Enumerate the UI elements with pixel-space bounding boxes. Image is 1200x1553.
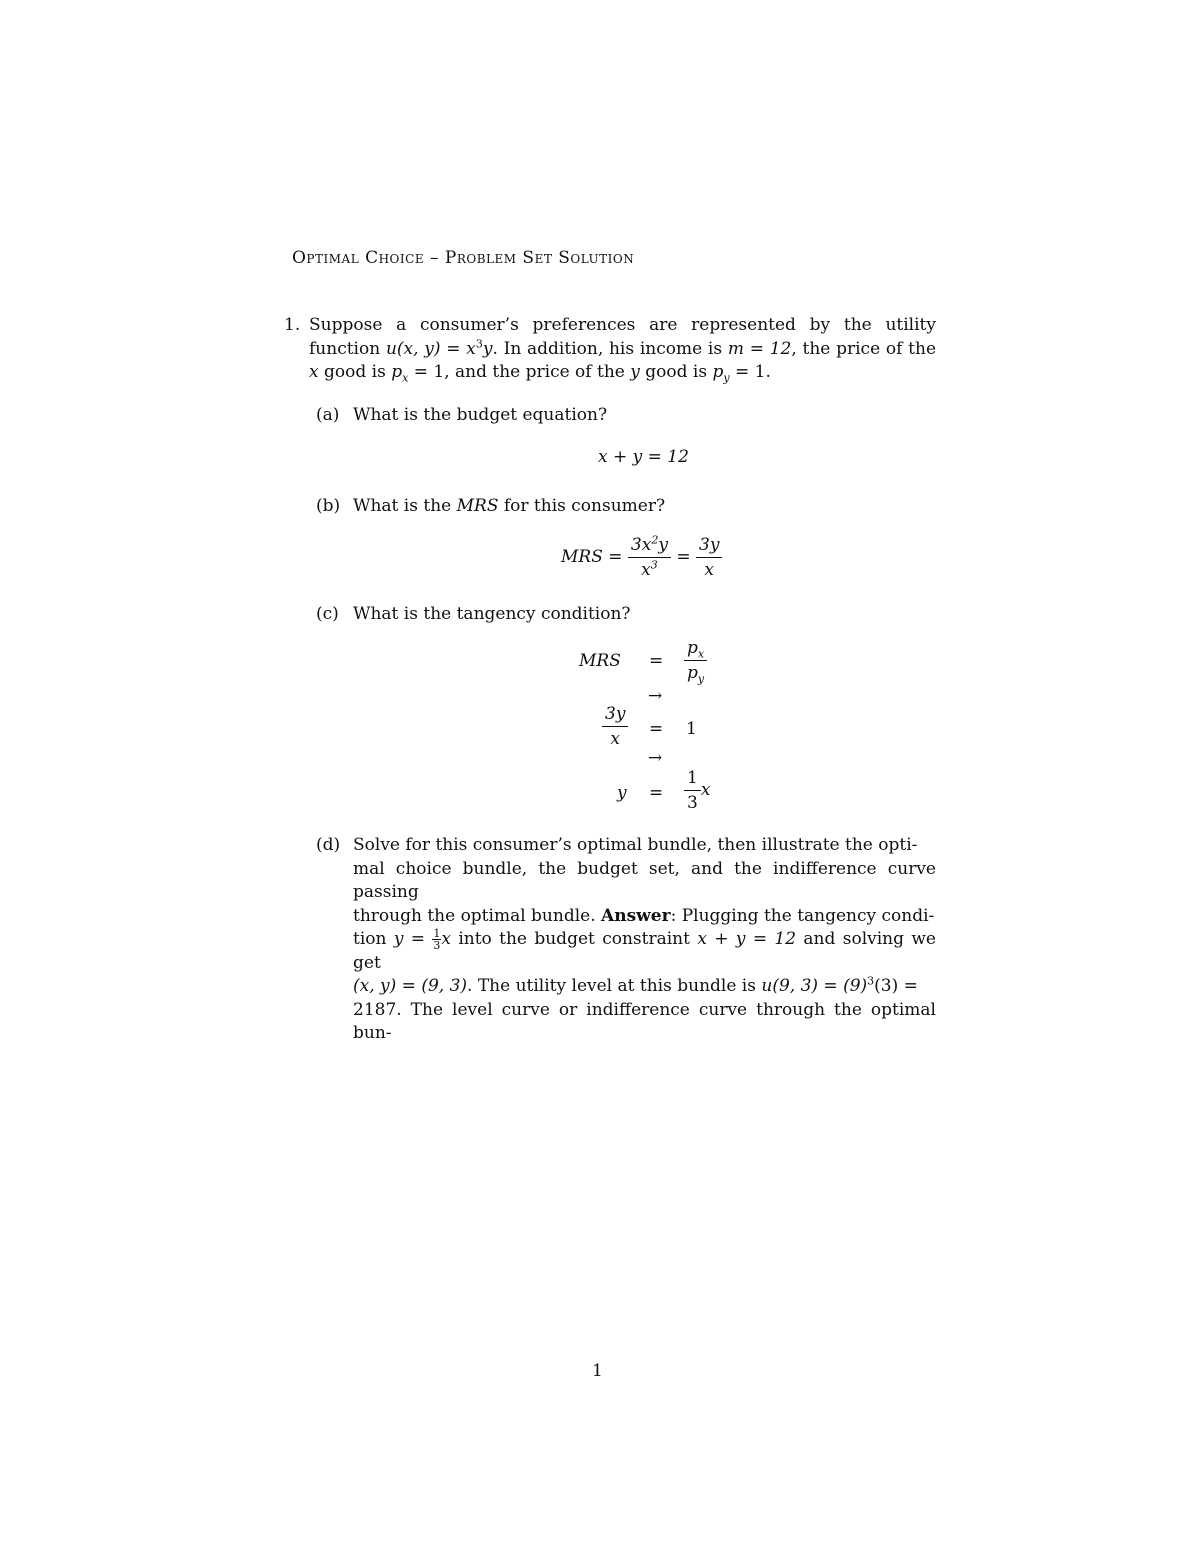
part-b <box>316 495 936 519</box>
row2-eq: = <box>649 719 664 739</box>
arrow-1: → <box>648 686 663 706</box>
part-a <box>316 404 936 428</box>
part-c <box>316 603 936 627</box>
row3-rhs: $\frac{1}{3}$ x <box>684 768 710 813</box>
row2-lhs: $\frac{3y}{x}$ <box>602 704 628 749</box>
arrow-2: → <box>648 748 663 768</box>
answer-label: Answer <box>601 905 671 926</box>
budget-equation: x + y = 12 <box>598 447 689 467</box>
page-title: Optimal Choice – Problem Set Solution <box>292 248 635 268</box>
mrs-fraction-2: $\frac{3y}{x}$ <box>696 535 722 580</box>
mrs-equation: MRS = $\frac{3x^2y}{x^3}$ = $\frac{3y}{x}$ <box>561 535 722 580</box>
row3-eq: = <box>649 783 664 803</box>
problem-1 <box>284 314 936 385</box>
page-number: 1 <box>592 1361 603 1381</box>
problem-statement: Suppose a consumer’s preferences are represented by the utility function u(x, $y) = x^3y$. In addition, his income is m = 12, the price of the x good is $p_x = 1$, and the price of the y good is $p_y = 1$. <box>309 315 937 385</box>
row1-lhs: MRS <box>579 651 621 671</box>
row1-rhs: $\frac{p_x}{p_y}$ <box>684 638 707 683</box>
row1-eq: = <box>649 651 664 671</box>
part-a-question: What is the budget equation? <box>353 405 608 425</box>
mrs-fraction-1: $\frac{3x^2y}{x^3}$ <box>628 535 671 580</box>
row3-lhs: y <box>617 783 627 803</box>
part-b-label: (b) <box>316 496 341 516</box>
part-d-text: Solve for this consumer’s optimal bundle, then illustrate the opti- mal choice bundle, the budget set, and the indifference curve passing through the optimal bundle. Answer: Plugging the tangency condi- tion y = $\frac{1}{3}$ x into the budget constraint x + y = 12 and solving we get (x, y) = (9, 3). The utility level at this bundle is u(9, $3) = (9)^3(3)$ = 2187. The level curve or indifference curve through the optimal bun- <box>353 835 936 1043</box>
problem-number: 1. <box>284 315 301 335</box>
part-c-label: (c) <box>316 604 339 624</box>
part-c-question: What is the tangency condition? <box>353 604 631 624</box>
row2-rhs: 1 <box>686 719 697 739</box>
part-b-question: What is the MRS for this consumer? <box>353 496 666 516</box>
part-a-label: (a) <box>316 405 340 425</box>
part-d <box>316 834 936 1046</box>
part-d-label: (d) <box>316 835 341 855</box>
